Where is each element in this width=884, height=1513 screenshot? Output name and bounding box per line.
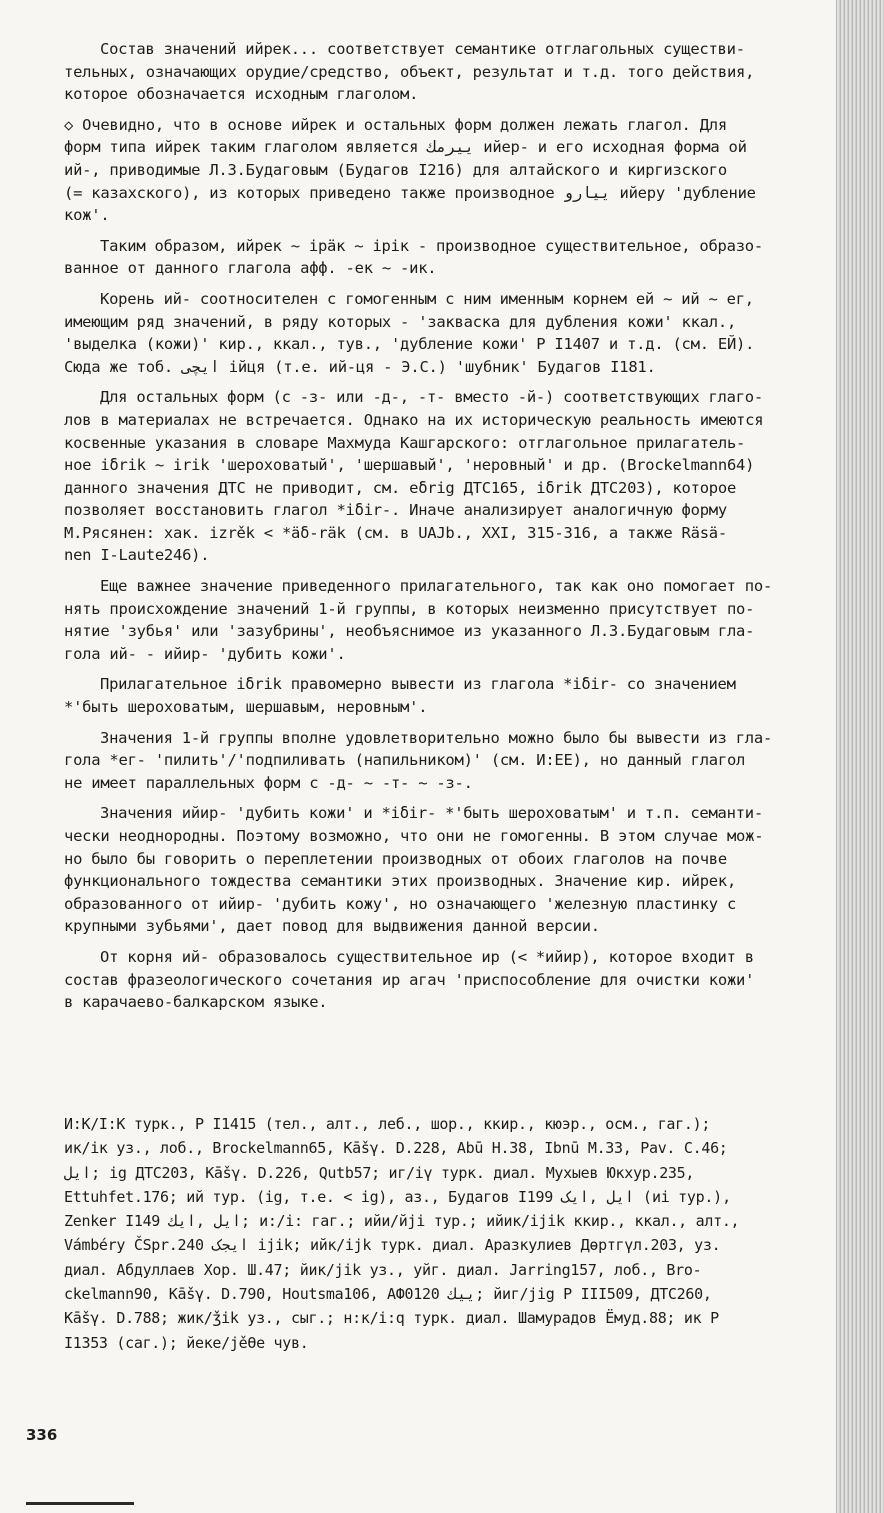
paragraph-8: Значения 1-й группы вполне удовлетворительно можно было бы вывести из гла- гола *ег- 'пилить'/'подпиливать (напильником)' (см. И:ЕЕ), но данный глагол не имеет параллельных форм с -д- ~ -т- ~ -з-. xyxy=(64,728,773,792)
paragraph-2: ◇ Очевидно, что в основе ийрек и остальных форм должен лежать глагол. Для форм типа ийрек таким глаголом является ییرمك ийер- и его исходная форма ой ий-, приводимые Л.З.Будаговым (Будагов I216) для алтайского и киргизского (= казахского), из которых приведено также производное ییارو ийеру 'дубление кож'. xyxy=(64,115,756,225)
body-text xyxy=(64,38,844,1022)
footer-rule xyxy=(26,1502,134,1505)
paragraph-6: Еще важнее значение приведенного прилагательного, так как оно помогает по- нять происхождение значений 1-й группы, в которых неизменно присутствует по- нятие 'зубья' или 'зазубрины', необъяснимое из указанного Л.З.Будаговым гла- гола ий- - ийир- 'дубить кожи'. xyxy=(64,577,773,663)
paragraph-1: Состав значений ийрек... соответствует семантике отглагольных существи- тельных, означающих орудие/средство, объект, результат и т.д. того действия, которое обозначается исходным глаголом. xyxy=(64,40,755,104)
paragraph-10: От корня ий- образовалось существительное ир (< *ийир), которое входит в состав фразеологического сочетания ир агач 'приспособление для очистки кожи' в карачаево-балкарском языке. xyxy=(64,947,755,1012)
paragraph-5: Для остальных форм (с -з- или -д-, -т- вместо -й-) соответствующих глаго- лов в материалах не встречается. Однако на их историческую реальность имеются косвенные указания в словаре Махмуда Кашгарского: отглагольное прилагатель- ное iδrik ~ irik 'шероховатый', 'шершавый', 'неровный' и др. (Brockelmann64) данного значения ДТС не приводит, см. eδrig ДТС165, iδrik ДТС203), которое позволяет восстановить глагол *iδir-. Иначе анализирует аналогичную форму М.Рясянен: хак. izrěk < *äδ-räk (см. в UAJb., XXI, 315-316, а также Räsä- nen I-Laute246). xyxy=(64,388,764,565)
page-number: 336 xyxy=(26,1426,58,1444)
paragraph-4: Корень ий- соотносителен с гомогенным с ним именным корнем ей ~ ий ~ ег, имеющим ряд значений, в ряду которых - 'закваска для дубления кожи' ккал., 'выделка (кожи)' кир., ккал., тув., 'дубление кожи' P I1407 и т.д. (см. ЕЙ). Сюда же тоб. ایچی ійця (т.е. ий-ця - Э.С.) 'шубник' Будагов I181. xyxy=(64,289,755,376)
paragraph-9: Значения ийир- 'дубить кожи' и *iδir- *'быть шероховатым' и т.п. семанти- чески неоднородны. Поэтому возможно, что они не гомогенны. В этом случае мож- но было бы говорить о переплетении производных от обоих глаголов на почве функционального тождества семантики этих производных. Значение кир. ийрек, образованного от ийир- 'дубить кожу', но означающего 'железную пластинку с крупными зубьями', дает повод для выдвижения данной версии. xyxy=(64,804,764,936)
paragraph-3: Таким образом, ийрек ~ ірäк ~ ірік - производное существительное, образо- ванное от данного глагола афф. -ек ~ -ик. xyxy=(64,236,763,278)
paragraph-7: Прилагательное iδrik правомерно вывести из глагола *iδir- со значением *'быть шероховатым, шершавым, неровным'. xyxy=(64,675,736,717)
reference-forms: И:К/І:К турк., P I1415 (тел., алт., леб., шор., ккир., кюэр., осм., гаг.); ик/ік уз., лоб., Brockelmann65, Kāšγ. D.228, Abū H.38, Ibnū M.33, Pav. C.46; ايل; ig ДТС203, Kāšγ. D.226, Qutb57; иг/іү турк. диал. Мухыев Юкхур.235, Ettuhfet.176; ий тур. (ig, т.е. < ig), аз., Будагов I199 ایل ,ایک (иі тур.), Zenker I149 ایل ,ایك; и:/і: гаг.; ийи/йji тур.; ийик/іjik ккир., ккал., алт., Vámbéry ČSpr.240 ایجک ijik; ийк/іjk турк. диал. Аразкулиев Дөртгүл.203, уз. диал. Абдуллаев Хор. Ш.47; йик/jik уз., уйг. диал. Jarring157, лоб., Bro- ckelmann90, Kāšγ. D.790, Houtsma106, АФ0120 ییك; йиг/jig P III509, ДТС260, Kāšγ. D.788; жик/ǯik уз., сыг.; н:к/і:q турк. диал. Шамурадов Ёмуд.88; ик P I1353 (саг.); йеке/jěӨe чув. xyxy=(64,1115,740,1352)
